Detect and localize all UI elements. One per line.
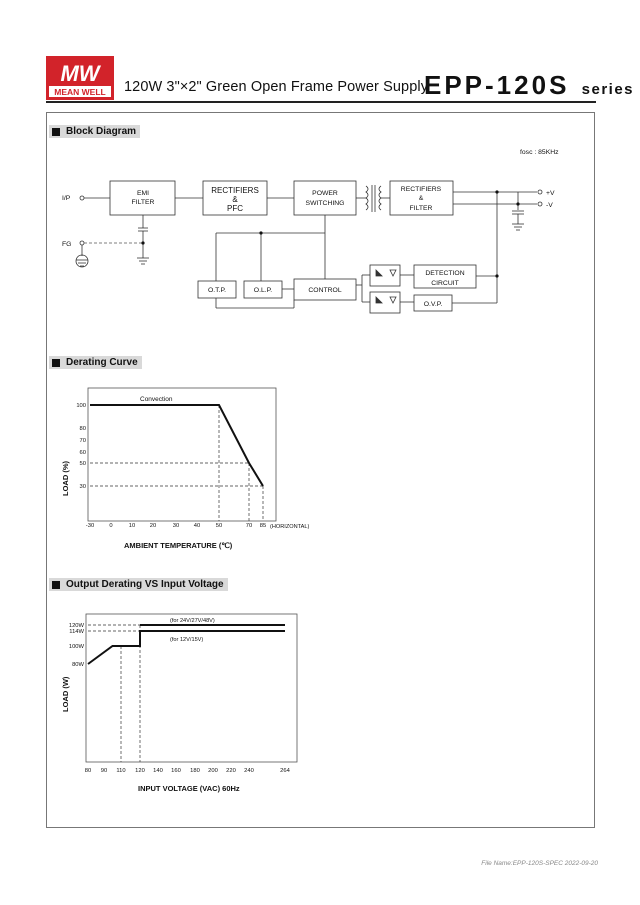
rect-filter-label-3: FILTER xyxy=(409,205,433,212)
ovp-label: O.V.P. xyxy=(423,301,443,308)
derating-y-tick: 30 xyxy=(79,484,86,490)
detection-label-2: CIRCUIT xyxy=(431,280,459,287)
input-x-tick: 220 xyxy=(226,768,236,774)
rect-pfc-label-3: PFC xyxy=(227,204,243,213)
derating-curve-heading xyxy=(49,356,142,369)
derating-x-tick: 50 xyxy=(215,523,223,529)
input-x-tick: 110 xyxy=(116,768,126,774)
derating-y-tick: 80 xyxy=(79,426,86,432)
optocoupler-1 xyxy=(370,265,400,286)
ip-label: I/P xyxy=(62,195,71,202)
derating-x-tick: 85 xyxy=(259,523,267,529)
derating-x-tick: -30 xyxy=(85,523,95,529)
logo-meanwell-text: MEAN WELL xyxy=(54,87,106,97)
rect-filter-label-2: & xyxy=(418,195,424,202)
rect-filter-label-1: RECTIFIERS xyxy=(400,186,442,193)
convection-annotation: Convection xyxy=(140,396,173,403)
power-switching-box xyxy=(294,181,356,215)
derating-plot-frame xyxy=(88,388,276,521)
minus-v-label: -V xyxy=(546,202,553,209)
input-x-tick: 120 xyxy=(135,768,145,774)
input-x-axis-label: INPUT VOLTAGE (VAC) 60Hz xyxy=(138,784,240,793)
olp-label: O.L.P. xyxy=(253,287,273,294)
heading-square-icon xyxy=(52,359,60,367)
input-y-tick: 80W xyxy=(72,662,84,668)
derating-series-line xyxy=(90,405,263,486)
derating-curve-chart xyxy=(0,370,640,570)
heading-label: Output Derating VS Input Voltage xyxy=(66,579,224,590)
rect-pfc-label-2: & xyxy=(232,195,238,204)
derating-y-tick: 50 xyxy=(79,461,86,467)
input-derating-chart xyxy=(0,600,640,810)
footer-file-name: File Name:EPP-120S-SPEC 2022-09-20 xyxy=(481,860,598,867)
input-x-tick: 240 xyxy=(244,768,254,774)
model-series: series xyxy=(581,81,635,98)
derating-y-tick: 60 xyxy=(79,450,86,456)
psw-label-1: POWER xyxy=(312,190,338,197)
derating-x-tick: 30 xyxy=(172,523,180,529)
derating-x-axis-label: AMBIENT TEMPERATURE (℃) xyxy=(124,541,233,550)
derating-x-tick: 20 xyxy=(149,523,157,529)
derating-y-tick: 100 xyxy=(76,403,86,409)
series-12v-15v-label: (for 12V/15V) xyxy=(170,637,204,643)
output-derating-heading xyxy=(49,578,228,591)
input-x-tick: 140 xyxy=(153,768,163,774)
heading-square-icon xyxy=(52,581,60,589)
input-x-tick: 160 xyxy=(171,768,181,774)
derating-y-axis-label: LOAD (%) xyxy=(61,461,70,496)
input-x-tick: 180 xyxy=(190,768,200,774)
heading-label: Derating Curve xyxy=(66,357,138,368)
input-y-tick: 114W xyxy=(69,629,84,635)
series-24v-27v-48v-label: (for 24V/27V/48V) xyxy=(170,618,215,624)
derating-x-tick: 0 xyxy=(109,523,113,529)
series-12v-15v-line xyxy=(88,631,285,664)
fosc-label: fosc : 85KHz xyxy=(520,149,559,156)
derating-x-tick: 40 xyxy=(193,523,201,529)
derating-x-tick: 10 xyxy=(128,523,136,529)
logo-mw-text: MW xyxy=(60,61,100,86)
optocoupler-2 xyxy=(370,292,400,313)
model-number: EPP-120S xyxy=(424,70,570,100)
product-title: 120W 3"×2" Green Open Frame Power Supply xyxy=(124,79,429,95)
rect-pfc-label-1: RECTIFIERS xyxy=(211,186,259,195)
block-diagram xyxy=(0,0,640,340)
fg-label: FG xyxy=(62,241,72,248)
emi-label-1: EMI xyxy=(136,190,150,197)
input-y-axis-label: LOAD (W) xyxy=(61,676,70,712)
heading-label: Block Diagram xyxy=(66,126,137,137)
derating-y-tick: 70 xyxy=(79,438,86,444)
emi-label-2: FILTER xyxy=(131,199,155,206)
otp-label: O.T.P. xyxy=(207,287,227,294)
detection-label-1: DETECTION xyxy=(425,270,465,277)
input-x-tick: 80 xyxy=(84,768,92,774)
emi-filter-box xyxy=(110,181,175,215)
input-x-tick: 264 xyxy=(280,768,290,774)
input-x-tick: 90 xyxy=(100,768,108,774)
psw-label-2: SWITCHING xyxy=(305,200,345,207)
input-y-tick: 120W xyxy=(68,623,84,629)
derating-x-tick: 70 xyxy=(245,523,253,529)
plus-v-label: +V xyxy=(546,190,555,197)
input-y-tick: 100W xyxy=(68,644,84,650)
horizontal-note: (HORIZONTAL) xyxy=(270,524,310,530)
control-label: CONTROL xyxy=(308,287,342,294)
input-x-tick: 200 xyxy=(208,768,218,774)
